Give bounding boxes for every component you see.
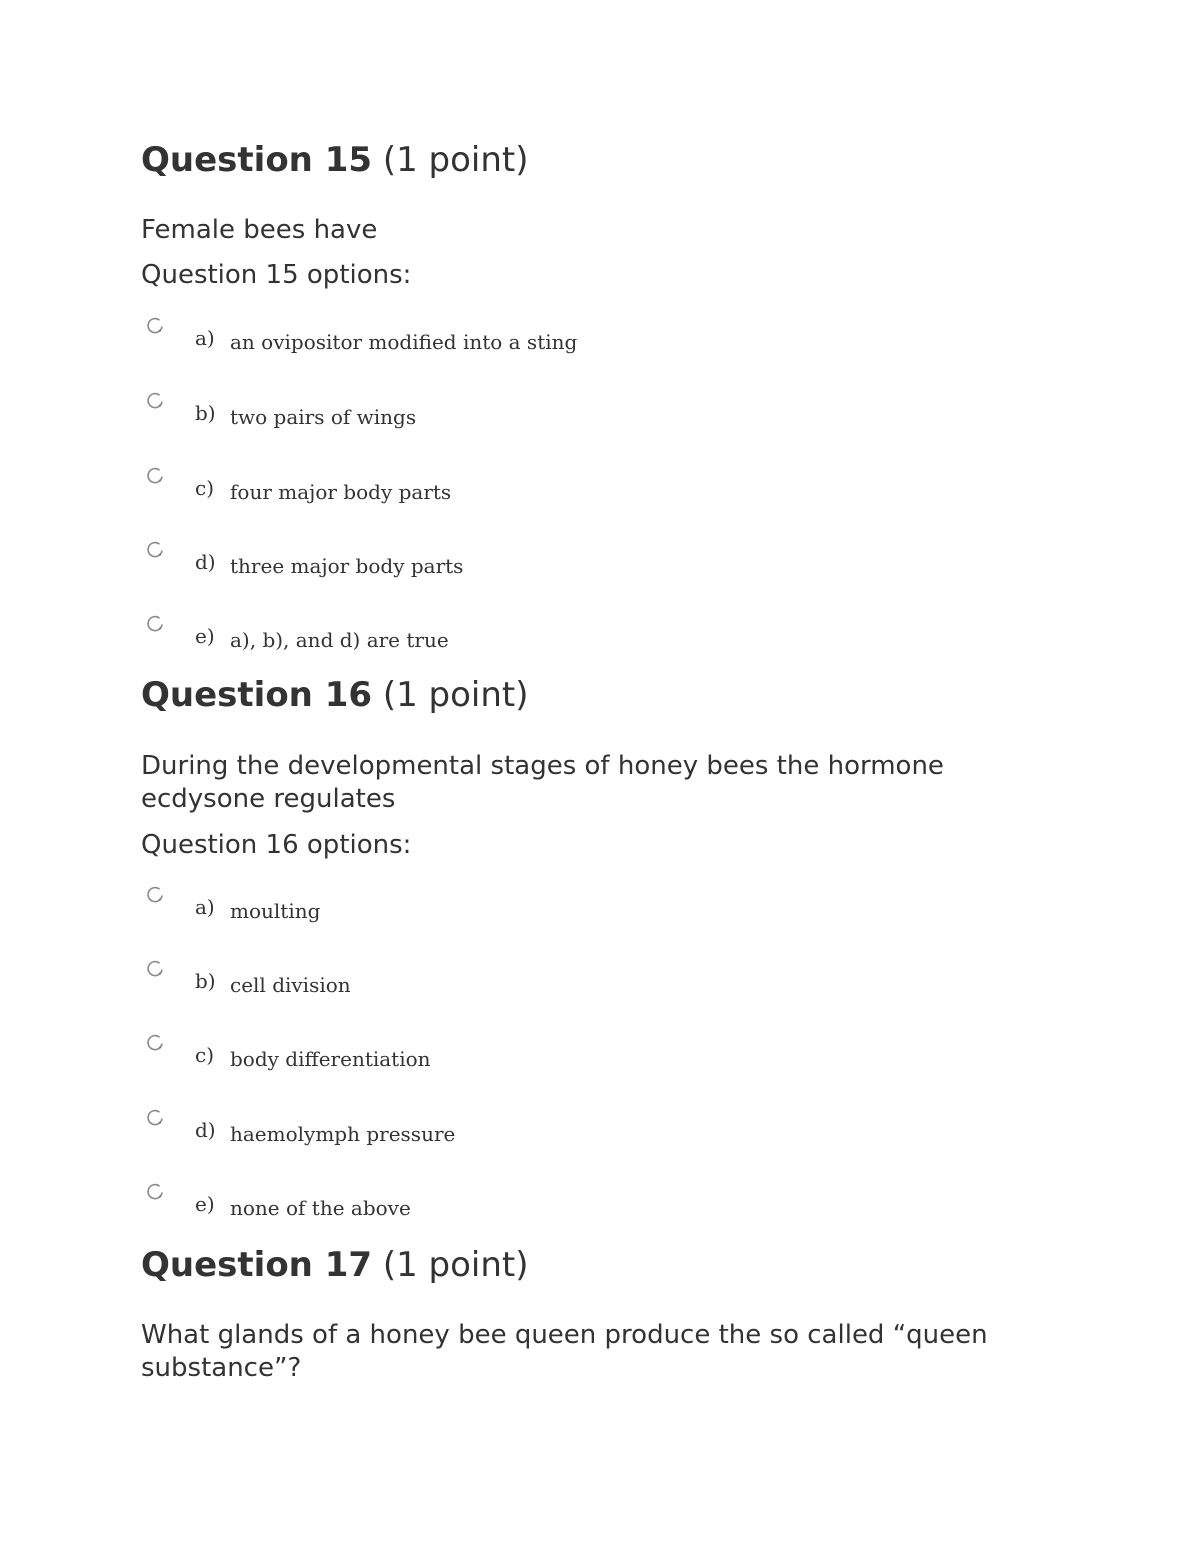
question-15-text: Female bees have (141, 215, 378, 245)
radio-button-icon[interactable] (146, 1182, 165, 1201)
option-text: haemolymph pressure (230, 1122, 456, 1146)
option-text: body differentiation (230, 1047, 431, 1071)
question-15-option-b[interactable] (141, 391, 841, 441)
question-16-option-c[interactable] (141, 1033, 841, 1083)
question-15-option-d[interactable] (141, 540, 841, 590)
question-title: Question 15 (141, 140, 373, 180)
option-text: an ovipositor modified into a sting (230, 330, 578, 354)
radio-button-icon[interactable] (146, 391, 165, 410)
question-15-heading (141, 140, 529, 180)
radio-button-icon[interactable] (146, 540, 165, 559)
question-15-options-label: Question 15 options: (141, 260, 412, 290)
question-16-option-e[interactable] (141, 1182, 841, 1232)
question-title: Question 17 (141, 1245, 373, 1285)
radio-button-icon[interactable] (146, 614, 165, 633)
question-15-option-c[interactable] (141, 466, 841, 516)
question-15-option-e[interactable] (141, 614, 841, 664)
radio-button-icon[interactable] (146, 885, 165, 904)
option-text: three major body parts (230, 554, 464, 578)
option-letter: d) (195, 550, 216, 574)
radio-button-icon[interactable] (146, 466, 165, 485)
option-letter: b) (195, 401, 216, 425)
question-16-option-a[interactable] (141, 885, 841, 935)
question-16-text: During the developmental stages of honey bees the hormone ecdysone regulates (141, 751, 944, 814)
question-17-heading (141, 1245, 529, 1285)
option-text: none of the above (230, 1196, 411, 1220)
question-15-option-a[interactable] (141, 316, 841, 366)
question-points: (1 point) (382, 1245, 529, 1285)
question-16-option-d[interactable] (141, 1108, 841, 1158)
option-letter: e) (195, 624, 215, 648)
question-title: Question 16 (141, 675, 373, 715)
radio-button-icon[interactable] (146, 1033, 165, 1052)
question-points: (1 point) (382, 675, 529, 715)
option-text: moulting (230, 899, 321, 923)
option-letter: c) (195, 476, 215, 500)
radio-button-icon[interactable] (146, 959, 165, 978)
option-letter: a) (195, 326, 215, 350)
radio-button-icon[interactable] (146, 1108, 165, 1127)
option-letter: d) (195, 1118, 216, 1142)
option-text: four major body parts (230, 480, 452, 504)
radio-button-icon[interactable] (146, 316, 165, 335)
question-points: (1 point) (382, 140, 529, 180)
option-text: two pairs of wings (230, 405, 417, 429)
option-letter: e) (195, 1192, 215, 1216)
option-text: cell division (230, 973, 351, 997)
question-16-options-label: Question 16 options: (141, 830, 412, 860)
option-text: a), b), and d) are true (230, 628, 449, 652)
option-letter: a) (195, 895, 215, 919)
option-letter: b) (195, 969, 216, 993)
question-16-option-b[interactable] (141, 959, 841, 1009)
question-17-text: What glands of a honey bee queen produce the so called “queen substance”? (141, 1320, 988, 1383)
option-letter: c) (195, 1043, 215, 1067)
question-16-heading (141, 675, 529, 715)
